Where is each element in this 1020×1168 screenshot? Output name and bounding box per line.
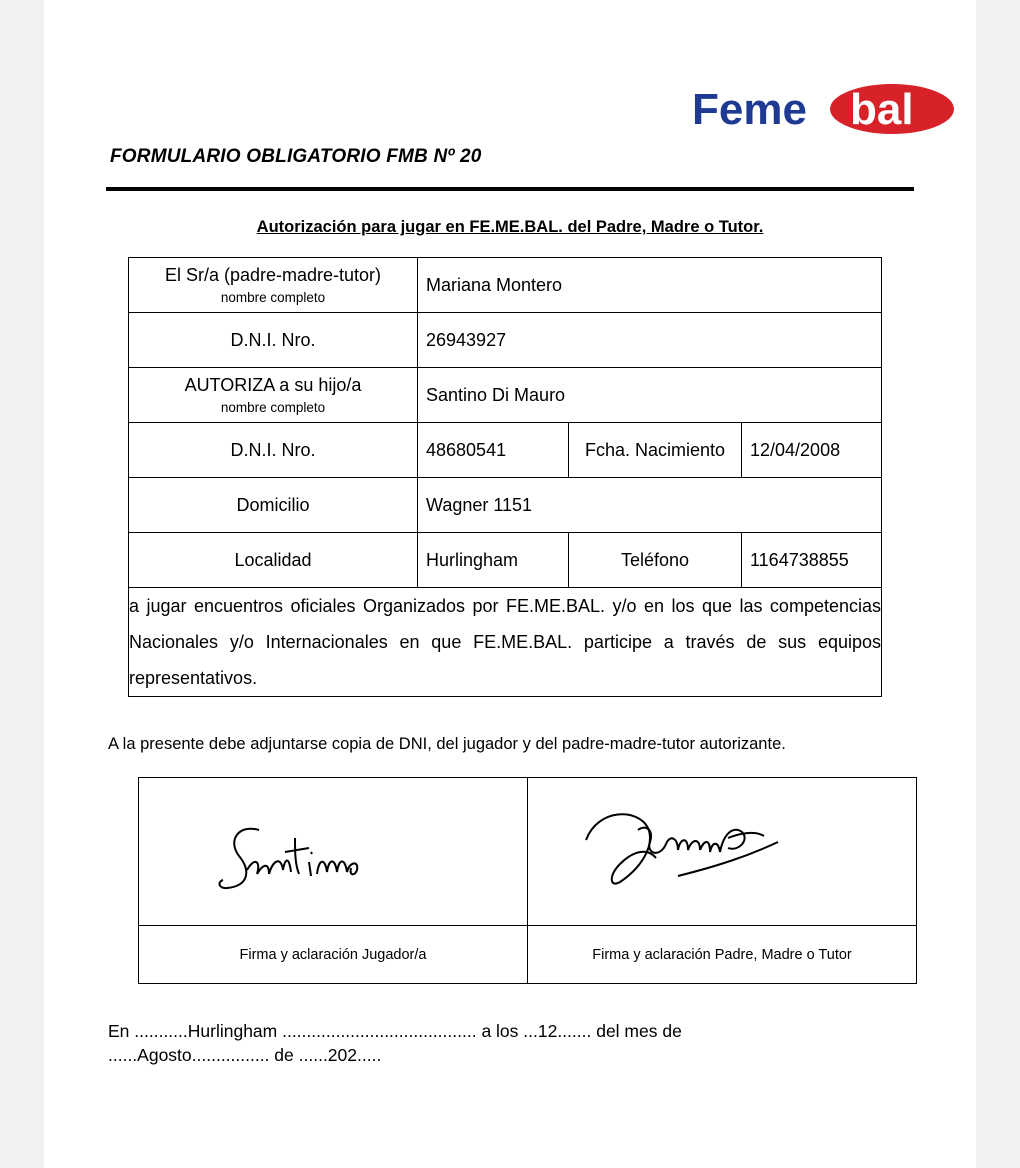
table-row (129, 533, 882, 588)
table-row (129, 423, 882, 478)
child-dni-label: D.N.I. Nro. (129, 423, 418, 478)
birth-label: Fcha. Nacimiento (569, 423, 742, 478)
parent-label: El Sr/a (padre-madre-tutor) (164, 265, 382, 285)
player-signature (139, 778, 528, 923)
footer-line-2: ......Agosto................ de ......202..... (108, 1045, 382, 1065)
footer-line-1: En ...........Hurlingham ........................................ a los ...12....... del mes de (108, 1021, 682, 1041)
city-label: Localidad (129, 533, 418, 588)
signature-table (138, 777, 917, 984)
child-dni: 48680541 (418, 423, 569, 478)
child-label-cell (129, 368, 418, 423)
place-date-footer (108, 1019, 682, 1067)
player-signature-caption: Firma y aclaración Jugador/a (139, 926, 528, 984)
address-label: Domicilio (129, 478, 418, 533)
parent-label-cell (129, 258, 418, 313)
authorization-paragraph: a jugar encuentros oficiales Organizados por FE.ME.BAL. y/o en los que las competencias Nacionales y/o Internacionales en que FE.ME.BAL. participe a través de sus equipos representativos. (129, 588, 882, 697)
femebal-logo (690, 80, 956, 136)
player-signature-cell (139, 778, 528, 926)
child-label: AUTORIZA a su hijo/a (184, 375, 362, 395)
table-row (129, 588, 882, 697)
title-rule (106, 187, 914, 191)
parent-dni: 26943927 (418, 313, 882, 368)
table-row (129, 478, 882, 533)
form-title: FORMULARIO OBLIGATORIO FMB Nº 20 (110, 146, 482, 167)
form-heading: Autorización para jugar en FE.ME.BAL. del Padre, Madre o Tutor. (256, 218, 764, 236)
authorization-table (128, 257, 882, 697)
logo-text-red: bal (850, 85, 914, 134)
document-page (44, 0, 976, 1168)
table-row (129, 313, 882, 368)
table-row (129, 258, 882, 313)
phone: 1164738855 (742, 533, 882, 588)
address: Wagner 1151 (418, 478, 882, 533)
birth-date: 12/04/2008 (742, 423, 882, 478)
city: Hurlingham (418, 533, 569, 588)
parent-sub-label: nombre completo (220, 290, 326, 305)
parent-name: Mariana Montero (418, 258, 882, 313)
attachment-note: A la presente debe adjuntarse copia de DNI, del jugador y del padre-madre-tutor autorizante. (108, 735, 786, 753)
parent-signature-cell (528, 778, 917, 926)
child-sub-label: nombre completo (220, 400, 326, 415)
phone-label: Teléfono (569, 533, 742, 588)
parent-signature-caption: Firma y aclaración Padre, Madre o Tutor (528, 926, 917, 984)
child-name: Santino Di Mauro (418, 368, 882, 423)
parent-signature (528, 778, 917, 923)
table-row (129, 368, 882, 423)
parent-dni-label: D.N.I. Nro. (129, 313, 418, 368)
logo-text-blue: Feme (692, 85, 807, 134)
